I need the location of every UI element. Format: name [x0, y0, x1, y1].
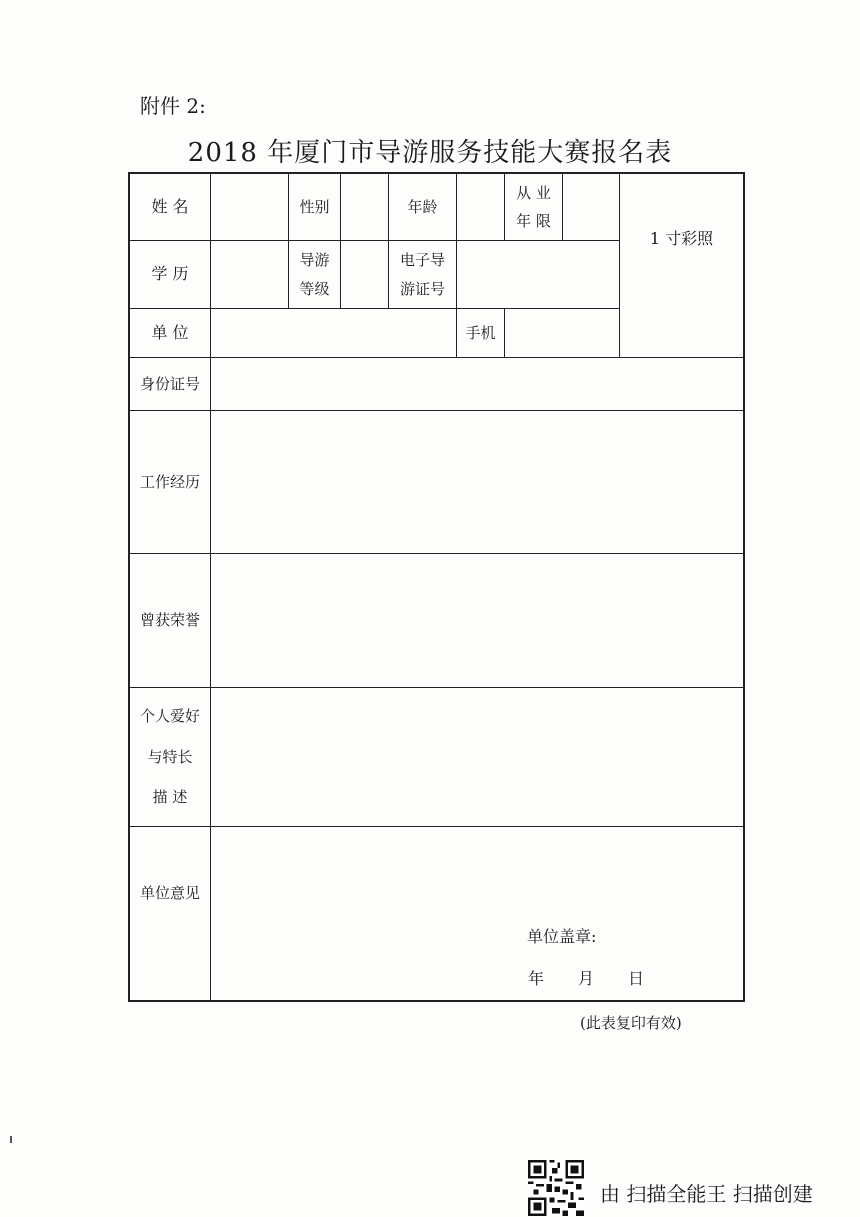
guide-id-field[interactable]: [457, 241, 619, 308]
work-history-label: 工作经历: [139, 472, 200, 491]
education-field[interactable]: [211, 241, 288, 308]
qr-code-icon: [528, 1160, 584, 1216]
hobbies-label: 个人爱好 与特长 描 述: [139, 707, 200, 807]
date-day-label: 日: [628, 969, 645, 988]
seal-label: 单位盖章:: [527, 927, 597, 946]
education-label: 学 历: [151, 264, 189, 284]
opinion-field[interactable]: [211, 827, 743, 1000]
attachment-label: 附件 2:: [140, 94, 206, 118]
honors-field[interactable]: [211, 554, 743, 687]
gender-label: 性别: [299, 197, 330, 216]
employer-field[interactable]: [211, 309, 456, 357]
form-title: 2018 年厦门市导游服务技能大赛报名表: [187, 138, 673, 168]
phone-field[interactable]: [505, 309, 619, 357]
age-field[interactable]: [457, 174, 504, 240]
gender-field[interactable]: [341, 174, 388, 240]
date-month-label: 月: [578, 969, 595, 988]
scan-speck: [10, 1136, 12, 1143]
name-field[interactable]: [211, 174, 288, 240]
age-label: 年龄: [407, 197, 438, 216]
date-year-label: 年: [528, 969, 545, 988]
scanner-watermark: 由 扫描全能王 扫描创建: [600, 1182, 813, 1206]
guide-level-field[interactable]: [341, 241, 388, 308]
years-of-service-field[interactable]: [563, 174, 619, 240]
opinion-label: 单位意见: [139, 883, 200, 902]
phone-label: 手机: [465, 323, 496, 342]
honors-label: 曾获荣誉: [139, 611, 200, 630]
copy-valid-note: (此表复印有效): [580, 1014, 682, 1032]
id-number-label: 身份证号: [139, 374, 200, 393]
employer-label: 单 位: [151, 322, 189, 342]
name-label: 姓 名: [151, 196, 189, 216]
guide-id-label: 电子导 游证号: [399, 251, 445, 298]
id-number-field[interactable]: [211, 358, 743, 410]
work-history-field[interactable]: [211, 411, 743, 553]
years-of-service-label: 从 业 年 限: [516, 183, 551, 230]
photo-placeholder: 1 寸彩照: [649, 228, 714, 248]
hobbies-field[interactable]: [211, 688, 743, 826]
guide-level-label: 导游 等级: [299, 251, 330, 298]
